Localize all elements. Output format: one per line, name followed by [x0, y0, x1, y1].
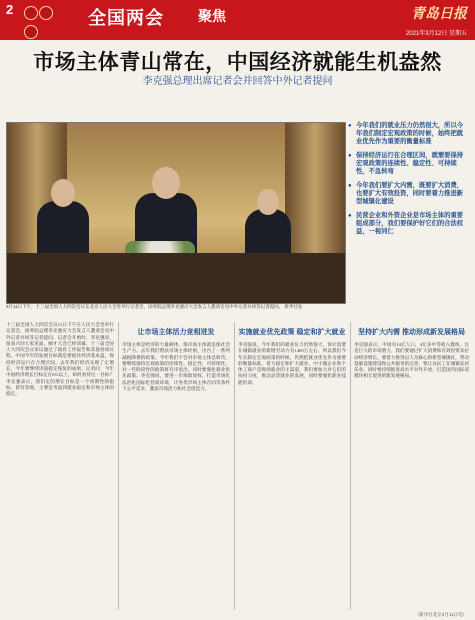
column-text: 李克强说，今年我们的就业压力仍然很大，预计需要在城镇就业的新增劳动力有1400万左右。所以我们今年在制定宏观政策的时候，仍然把就业优先作为重要的衡量标准，着力稳定和扩大就业。中小微企业和个体工商户是吸纳就业的主渠道，我们要加大对它们的扶持力度，推动灵活就业的发展，同时要强化职业技能培训。: [238, 342, 346, 385]
article-column: [122, 322, 230, 610]
photo-caption: 3月11日下午，十三届全国人大四次会议在北京人民大会堂举行记者会，国务院总理李克强应大会发言人邀请会见中外记者并回答记者提问。 新华社发: [6, 304, 303, 309]
article-headline: 市场主体青山常在，中国经济就能生机盎然: [33, 50, 442, 74]
column-heading: 实施就业优先政策 稳定和扩大就业: [238, 329, 346, 336]
highlights-box: [348, 122, 469, 302]
page-number: 2: [6, 2, 14, 17]
article-body: [0, 322, 475, 610]
article-byline: （新华社北京3月11日电）: [414, 612, 467, 617]
article-column: [6, 322, 114, 610]
dateline: 2021年3月12日 星期五: [405, 31, 467, 37]
highlight-item: ● 今年我们要扩大内需，既要扩大消费，也要扩大有效投资，同时要着力推进新型城镇化建设: [348, 182, 469, 206]
emblem-rings-icon: [24, 5, 68, 19]
article-column: [238, 322, 346, 610]
article-subhead: 李克强总理出席记者会并回答中外记者提问: [142, 76, 333, 87]
column-heading: 让市场主体活力竞相迸发: [137, 329, 215, 336]
column-divider: [118, 322, 119, 610]
column-text: 李克强表示，中国有14亿人口，4亿多中等收入群体，这是巨大的市场潜力。我们要通过扩大消费和有效投资来拉动经济增长。要着力推进以人为核心的新型城镇化，带动基础设施建设和公共服务的完善，要让农民工在城镇安居乐业。同时要持续推进高水平对外开放，打造国内国际双循环相互促进的新发展格局。: [354, 342, 469, 379]
masthead: [0, 0, 475, 40]
highlight-item: ● 保持经济运行在合理区间，就需要保持宏观政策的连续性、稳定性、可持续性，不急转弯: [348, 152, 469, 176]
column-heading: 坚持扩大内需 推动形成新发展格局: [358, 329, 465, 336]
highlight-item: ● 今年我们的就业压力仍然很大，所以今年我们制定宏观政策的时候，始终把就业优先作为重要的衡量标准: [348, 122, 469, 146]
column-divider: [350, 322, 351, 610]
article-column: [354, 322, 469, 610]
newspaper-brand: 青岛日报: [411, 7, 467, 22]
podium-desk: [7, 253, 345, 303]
press-conference-photo: [6, 122, 346, 304]
column-text: 市场主体是经济的力量载体，保市场主体就是保社会生产力。去年我们帮扶市场主体纾困，出台了一系列减税降费的政策。今年我们不会对市场主体急转弯，要继续保持宏观政策的连续性、稳定性、可持续性，对一些阶段性的政策将有序退出，同时要强化就业优先政策。李克强说，要进一步简政放权，打造市场化法治化国际化营商环境，让各类市场主体在同等条件下公平竞争，激发市场活力和社会创造力。: [122, 342, 230, 392]
section-title: 全国两会: [88, 8, 164, 28]
section-subtitle: 聚焦: [198, 10, 226, 25]
highlight-item: ● 民营企业和外资企业是市场主体的重要组成部分，我们要保护好它们的合法权益，一视同仁: [348, 212, 469, 236]
column-divider: [234, 322, 235, 610]
column-text: 十三届全国人大四次会议11日下午在人民大会堂举行记者会，国务院总理李克强应大会发言人邀请会见中外记者并回答记者提问。记者会开始时，李克强说，很高兴同大家见面。刚才大会已经闭幕，十三届全国人大四次会议审议通过了政府工作报告和其他各项议程。中国今年的发展目标就是要稳住经济基本盘，保持经济运行在合理区间。去年我们经济实现了正增长，今年要继续巩固稳定恢复的成果。记者问：今年中国经济增长目标定在6%以上，如何看待这一目标？李克强表示，我们定的增长目标是一个预期性的指标，留有余地，主要是考虑到就业稳定和市场主体的稳定。: [6, 322, 114, 397]
